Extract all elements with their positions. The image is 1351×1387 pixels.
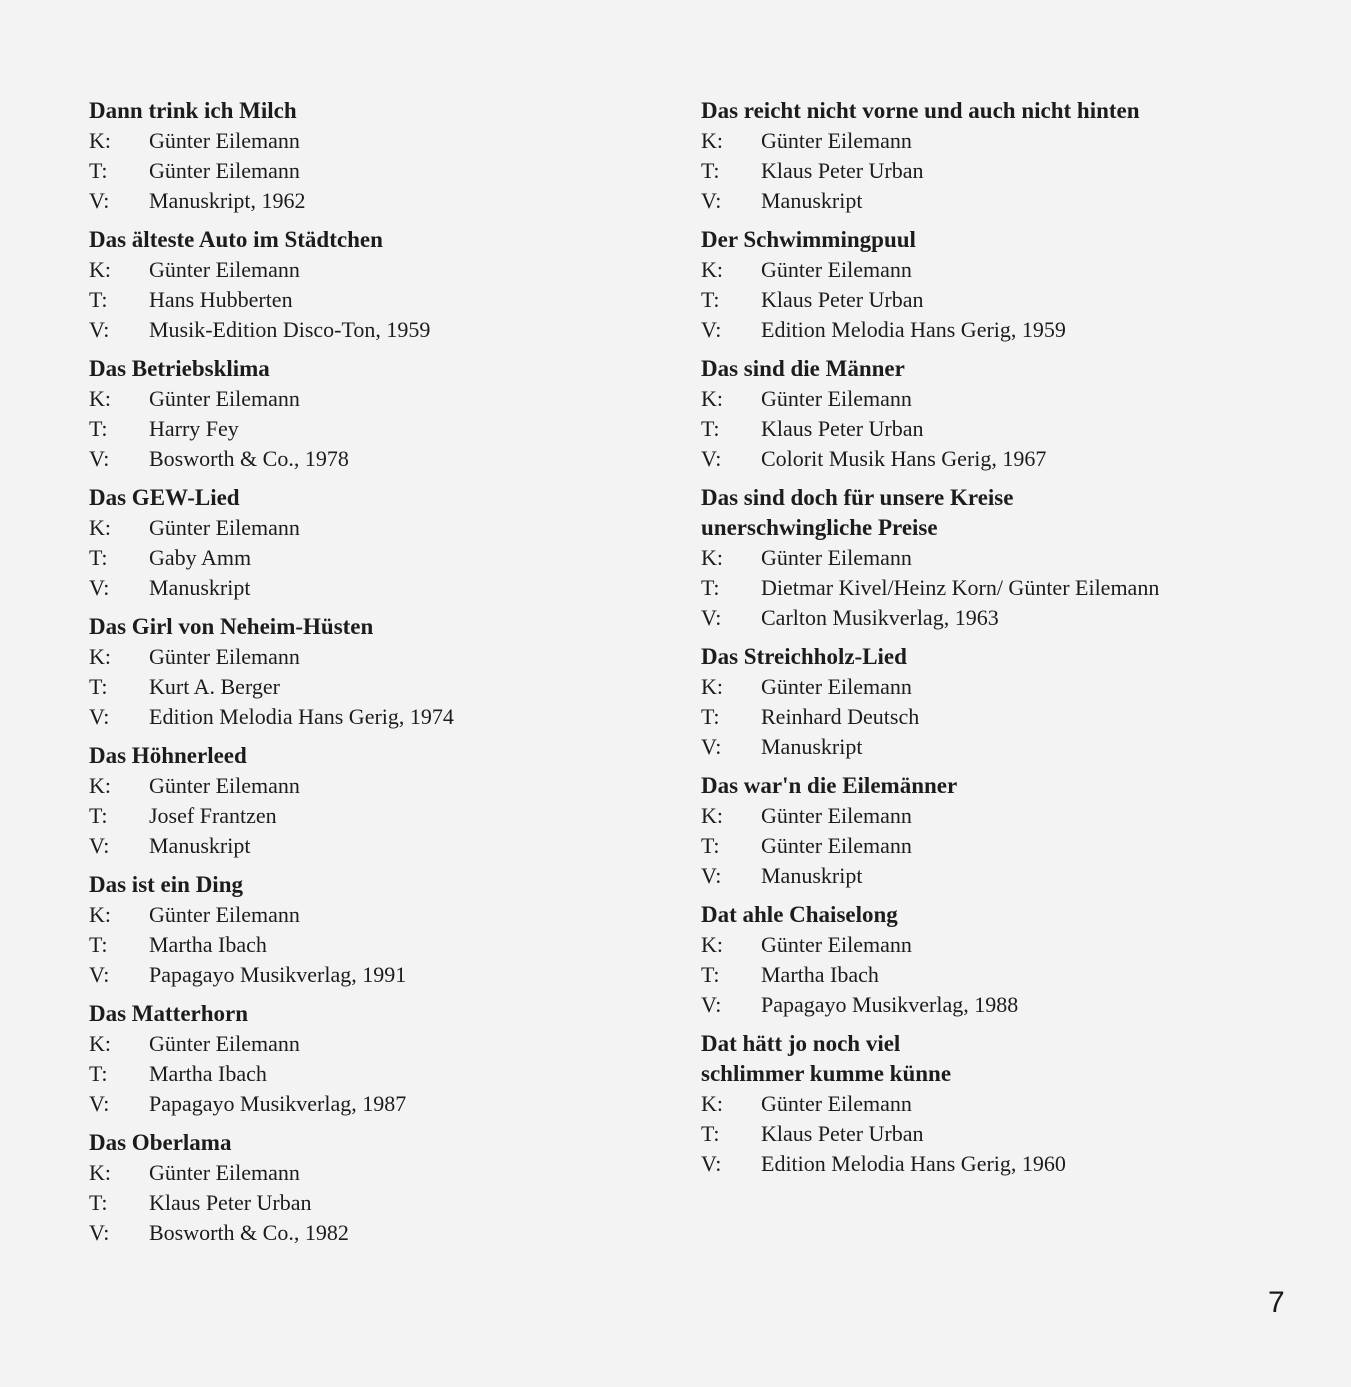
credit-key: T: (89, 287, 108, 312)
credit-key: K: (89, 128, 111, 153)
lyricist-row (89, 672, 679, 702)
composer-row (89, 513, 679, 543)
composer-row (89, 1158, 679, 1188)
song-title: Das Matterhorn (89, 1001, 249, 1026)
credit-value: Günter Eilemann (149, 128, 300, 153)
publisher-row (89, 444, 679, 474)
song-entry (89, 612, 679, 732)
credit-value: Günter Eilemann (761, 674, 912, 699)
credit-value: Martha Ibach (761, 962, 879, 987)
credit-key: K: (701, 674, 723, 699)
song-entry (89, 354, 679, 474)
song-entry (701, 900, 1301, 1020)
credit-value: Papagayo Musikverlag, 1991 (149, 962, 407, 987)
song-title-line: Das sind doch für unsere Kreise (701, 485, 1014, 510)
publisher-row (701, 603, 1301, 633)
song-title (701, 642, 1301, 672)
credit-value: Klaus Peter Urban (761, 287, 924, 312)
credit-value: Gaby Amm (149, 545, 252, 570)
credit-value: Papagayo Musikverlag, 1987 (149, 1091, 407, 1116)
credit-key: K: (701, 803, 723, 828)
credit-value: Günter Eilemann (761, 1091, 912, 1116)
credit-value: Dietmar Kivel/Heinz Korn/ Günter Eilemann (761, 575, 1160, 600)
song-title-line: schlimmer kumme künne (701, 1061, 952, 1086)
credit-key: K: (89, 902, 111, 927)
credit-value: Musik-Edition Disco-Ton, 1959 (149, 317, 431, 342)
publisher-row (701, 861, 1301, 891)
credit-key: K: (701, 257, 723, 282)
lyricist-row (701, 573, 1301, 603)
credit-value: Günter Eilemann (149, 386, 300, 411)
song-title (701, 483, 1301, 543)
credit-value: Günter Eilemann (761, 932, 912, 957)
publisher-row (89, 1218, 679, 1248)
lyricist-row (89, 543, 679, 573)
credit-key: T: (701, 1121, 720, 1146)
credit-value: Bosworth & Co., 1982 (149, 1220, 349, 1245)
song-entry (89, 225, 679, 345)
song-title: Das Oberlama (89, 1130, 232, 1155)
credit-key: T: (701, 962, 720, 987)
lyricist-row (89, 1188, 679, 1218)
lyricist-row (701, 831, 1301, 861)
song-title-line: Dat hätt jo noch viel (701, 1031, 901, 1056)
song-entry (89, 870, 679, 990)
credit-key: K: (701, 932, 723, 957)
credit-key: T: (89, 1061, 108, 1086)
credit-value: Günter Eilemann (149, 515, 300, 540)
credit-value: Manuskript, 1962 (149, 188, 306, 213)
song-title-line: Das Streichholz-Lied (701, 644, 907, 669)
credit-key: K: (89, 1031, 111, 1056)
credit-key: K: (89, 386, 111, 411)
composer-row (701, 930, 1301, 960)
song-title: Das GEW-Lied (89, 485, 240, 510)
credit-key: T: (701, 158, 720, 183)
credit-key: K: (701, 545, 723, 570)
composer-row (701, 543, 1301, 573)
credit-value: Günter Eilemann (149, 1031, 300, 1056)
song-entry (701, 1029, 1301, 1179)
credit-key: T: (701, 575, 720, 600)
credit-value: Klaus Peter Urban (149, 1190, 312, 1215)
song-entry (701, 483, 1301, 633)
credit-key: V: (89, 962, 110, 987)
lyricist-row (701, 702, 1301, 732)
song-title (701, 96, 1301, 126)
credit-value: Günter Eilemann (761, 833, 912, 858)
credit-key: V: (701, 188, 722, 213)
song-title: Das Betriebsklima (89, 356, 270, 381)
credit-key: T: (701, 287, 720, 312)
publisher-row (89, 315, 679, 345)
credit-value: Manuskript (761, 734, 863, 759)
credit-value: Günter Eilemann (761, 545, 912, 570)
credit-key: V: (89, 188, 110, 213)
song-title-line: Das war'n die Eilemänner (701, 773, 958, 798)
credit-value: Reinhard Deutsch (761, 704, 920, 729)
song-entry (89, 96, 679, 216)
credit-value: Günter Eilemann (761, 803, 912, 828)
credit-key: V: (89, 1220, 110, 1245)
song-title-line: Das reicht nicht vorne und auch nicht hinten (701, 98, 1140, 123)
left-column (89, 96, 679, 1257)
composer-row (701, 672, 1301, 702)
credit-key: V: (701, 1151, 722, 1176)
publisher-row (701, 1149, 1301, 1179)
composer-row (701, 801, 1301, 831)
song-entry (701, 642, 1301, 762)
publisher-row (89, 960, 679, 990)
credit-value: Edition Melodia Hans Gerig, 1974 (149, 704, 454, 729)
lyricist-row (89, 801, 679, 831)
credit-value: Edition Melodia Hans Gerig, 1960 (761, 1151, 1066, 1176)
song-entry (701, 771, 1301, 891)
song-title (701, 354, 1301, 384)
lyricist-row (701, 414, 1301, 444)
lyricist-row (89, 156, 679, 186)
song-title: Das ist ein Ding (89, 872, 243, 897)
publisher-row (701, 732, 1301, 762)
credit-key: K: (701, 1091, 723, 1116)
credit-key: V: (89, 1091, 110, 1116)
composer-row (89, 126, 679, 156)
publisher-row (89, 186, 679, 216)
credit-key: V: (701, 446, 722, 471)
song-entry (701, 96, 1301, 216)
credit-key: T: (89, 674, 108, 699)
song-entry (89, 1128, 679, 1248)
credit-value: Kurt A. Berger (149, 674, 280, 699)
lyricist-row (701, 960, 1301, 990)
credit-value: Manuskript (761, 188, 863, 213)
credit-value: Harry Fey (149, 416, 239, 441)
right-column (701, 96, 1301, 1188)
credit-key: T: (89, 1190, 108, 1215)
lyricist-row (89, 285, 679, 315)
credit-key: T: (89, 932, 108, 957)
credit-key: V: (701, 992, 722, 1017)
credit-key: V: (701, 863, 722, 888)
credit-key: T: (701, 833, 720, 858)
credit-value: Günter Eilemann (761, 128, 912, 153)
song-title (701, 771, 1301, 801)
credit-value: Günter Eilemann (149, 257, 300, 282)
song-entry (89, 999, 679, 1119)
song-title (701, 225, 1301, 255)
credit-key: T: (701, 416, 720, 441)
publisher-row (701, 444, 1301, 474)
lyricist-row (89, 1059, 679, 1089)
credit-key: T: (89, 545, 108, 570)
credit-key: V: (701, 605, 722, 630)
composer-row (89, 642, 679, 672)
credit-key: K: (89, 773, 111, 798)
lyricist-row (89, 414, 679, 444)
credit-key: K: (701, 386, 723, 411)
composer-row (89, 900, 679, 930)
song-title (701, 900, 1301, 930)
song-entry (89, 741, 679, 861)
credit-value: Günter Eilemann (761, 386, 912, 411)
credit-key: T: (89, 158, 108, 183)
publisher-row (701, 315, 1301, 345)
credit-value: Martha Ibach (149, 1061, 267, 1086)
credit-key: V: (89, 833, 110, 858)
publisher-row (89, 1089, 679, 1119)
credit-value: Martha Ibach (149, 932, 267, 957)
page-number: 7 (1268, 1286, 1285, 1319)
credit-key: T: (89, 803, 108, 828)
credit-value: Edition Melodia Hans Gerig, 1959 (761, 317, 1066, 342)
credit-key: K: (701, 128, 723, 153)
composer-row (701, 384, 1301, 414)
song-title-line: unerschwingliche Preise (701, 515, 938, 540)
credit-value: Klaus Peter Urban (761, 416, 924, 441)
composer-row (89, 1029, 679, 1059)
credit-value: Carlton Musikverlag, 1963 (761, 605, 999, 630)
lyricist-row (701, 285, 1301, 315)
credit-value: Günter Eilemann (149, 158, 300, 183)
song-entry (701, 225, 1301, 345)
credit-value: Günter Eilemann (761, 257, 912, 282)
credit-key: K: (89, 644, 111, 669)
composer-row (701, 126, 1301, 156)
credit-value: Günter Eilemann (149, 773, 300, 798)
publisher-row (701, 990, 1301, 1020)
credit-value: Manuskript (149, 575, 251, 600)
credit-key: V: (89, 446, 110, 471)
credit-key: K: (89, 1160, 111, 1185)
song-title: Das Girl von Neheim-Hüsten (89, 614, 374, 639)
song-title-line: Der Schwimmingpuul (701, 227, 916, 252)
song-title-line: Das sind die Männer (701, 356, 905, 381)
song-entry (701, 354, 1301, 474)
credit-key: T: (701, 704, 720, 729)
lyricist-row (701, 156, 1301, 186)
credit-value: Colorit Musik Hans Gerig, 1967 (761, 446, 1047, 471)
credit-key: K: (89, 257, 111, 282)
credit-value: Papagayo Musikverlag, 1988 (761, 992, 1019, 1017)
lyricist-row (89, 930, 679, 960)
credit-value: Klaus Peter Urban (761, 158, 924, 183)
song-entry (89, 483, 679, 603)
publisher-row (89, 702, 679, 732)
composer-row (89, 771, 679, 801)
credit-value: Manuskript (761, 863, 863, 888)
composer-row (89, 384, 679, 414)
song-title: Das älteste Auto im Städtchen (89, 227, 383, 252)
credit-key: T: (89, 416, 108, 441)
credit-key: V: (89, 704, 110, 729)
publisher-row (89, 573, 679, 603)
credit-key: V: (89, 575, 110, 600)
composer-row (89, 255, 679, 285)
publisher-row (89, 831, 679, 861)
credit-value: Manuskript (149, 833, 251, 858)
credit-value: Günter Eilemann (149, 902, 300, 927)
publisher-row (701, 186, 1301, 216)
song-title (701, 1029, 1301, 1089)
credit-value: Günter Eilemann (149, 644, 300, 669)
credit-key: V: (701, 734, 722, 759)
composer-row (701, 1089, 1301, 1119)
lyricist-row (701, 1119, 1301, 1149)
credit-key: V: (701, 317, 722, 342)
credit-value: Hans Hubberten (149, 287, 293, 312)
credit-key: V: (89, 317, 110, 342)
composer-row (701, 255, 1301, 285)
credit-key: K: (89, 515, 111, 540)
credit-value: Josef Frantzen (149, 803, 277, 828)
song-title: Das Höhnerleed (89, 743, 247, 768)
song-title: Dann trink ich Milch (89, 98, 297, 123)
song-title-line: Dat ahle Chaiselong (701, 902, 898, 927)
credit-value: Bosworth & Co., 1978 (149, 446, 349, 471)
credit-value: Günter Eilemann (149, 1160, 300, 1185)
credit-value: Klaus Peter Urban (761, 1121, 924, 1146)
